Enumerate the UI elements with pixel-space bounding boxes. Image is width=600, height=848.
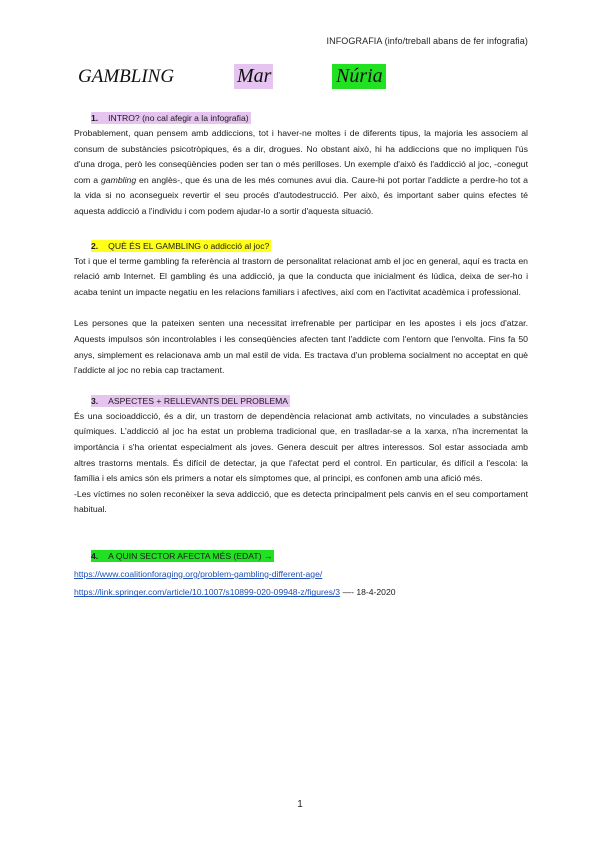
section-1-number: 1. [91,113,99,123]
reference-line-2 [74,582,528,601]
author-mar: Mar [234,64,273,89]
section-2-heading [91,240,271,252]
reference-link-1[interactable]: https://www.coalitionforaging.org/problem-gambling-different-age/ [74,568,323,579]
section-4-heading [91,550,274,562]
section-3-number: 3. [91,395,99,406]
section-2-paragraph-1: Tot i que el terme gambling fa referència al trastorn de personalitat relacionat amb el joc en general, aquí es tracta en relació amb Internet. El gambling és una addicció, ja que la conducta que inicialment és lúdica, deixa de ser-ho i acaba tenint un impacte negatiu en les relacions familiars i afectives, així com en l'activitat acadèmica i professional. [74,255,528,297]
reference-line-1 [74,564,528,583]
document-body [74,108,528,601]
reference-date: —- 18-4-2020 [340,587,396,598]
section-1-paragraph: Probablement, quan pensem amb addiccions, tot i haver-ne moltes i de diferents tipus, la majoria les associem al consum de substàncies psicotròpiques, és a dir, drogues. No obstant això, hi ha addiccions que no impliquen l'ús d'una droga, però les conseqüències poden ser tan o més perilloses. Un exemple d'això és l'addicció al joc, -conegut com a gambling en anglès-, que és una de les més comunes avui dia. Caure-hi pot portar l'addicte a perdre-ho tot a la vida si no aconsegueix revertir el seu procés d'autodestrucció. Per això, és important saber quins efectes té aquesta addicció a l'individu i com podem ajudar-lo a sortir d'aquesta situació. [74,128,528,216]
reference-link-2[interactable]: https://link.springer.com/article/10.1007/s10899-020-09948-z/figures/3 [74,587,341,598]
title-word: GAMBLING [78,66,175,87]
page-number: 1 [297,799,303,810]
section-2-title: QUÈ ÉS EL GAMBLING o addicció al joc? [108,240,270,251]
section-4-number: 4. [91,550,99,561]
section-2-paragraph-2: Les persones que la pateixen senten una necessitat irrefrenable per participar en les apostes i els jocs d'atzar. Aquests impulsos són incontrolables i les conseqüències afecten tant l'addicte com l'entorn que l'envolta. Fins fa 50 anys, simplement es relacionava amb un mal estil de vida. Es tractava d'un problema socialment no acceptat en què l'addicte al joc no rebia cap tractament. [74,318,528,376]
section-3-paragraph-1: És una socioaddicció, és a dir, un trastorn de dependència relacionat amb activitats, no vinculades a substàncies químiques. L'addicció al joc ha estat un problema tradicional que, en traslladar-se a la xarxa, n'ha incrementat la importància i s'ha orientat especialment als joves. Genera descuit per altres interessos. Sol estar associada amb altres trastorns mentals. És difícil de detectar, ja que l'afectat perd el control. En particular, és difícil a l'escola: la família i els amics són els primers a notar els símptomes que, al principi, es confonen amb una afició més. [74,410,528,484]
author-nuria: Núria [332,64,386,89]
section-3-title: ASPECTES + RELLEVANTS DEL PROBLEMA [108,395,288,406]
section-4-title: A QUIN SECTOR AFECTA MÉS (EDAT) → [108,550,273,561]
emphasis-gambling: gambling [100,174,137,185]
section-1-title: INTRO? (no cal afegir a la infografia) [108,113,249,123]
section-2-number: 2. [91,240,99,251]
section-3-heading [91,395,290,407]
section-3-paragraph-2: -Les víctimes no solen reconèixer la seva addicció, que es detecta principalment pels canvis en el seu comportament habitual. [74,488,528,515]
title-row [78,64,538,92]
header-note: INFOGRAFIA (info/treball abans de fer infografia) [326,36,528,46]
section-1-heading [91,112,251,124]
